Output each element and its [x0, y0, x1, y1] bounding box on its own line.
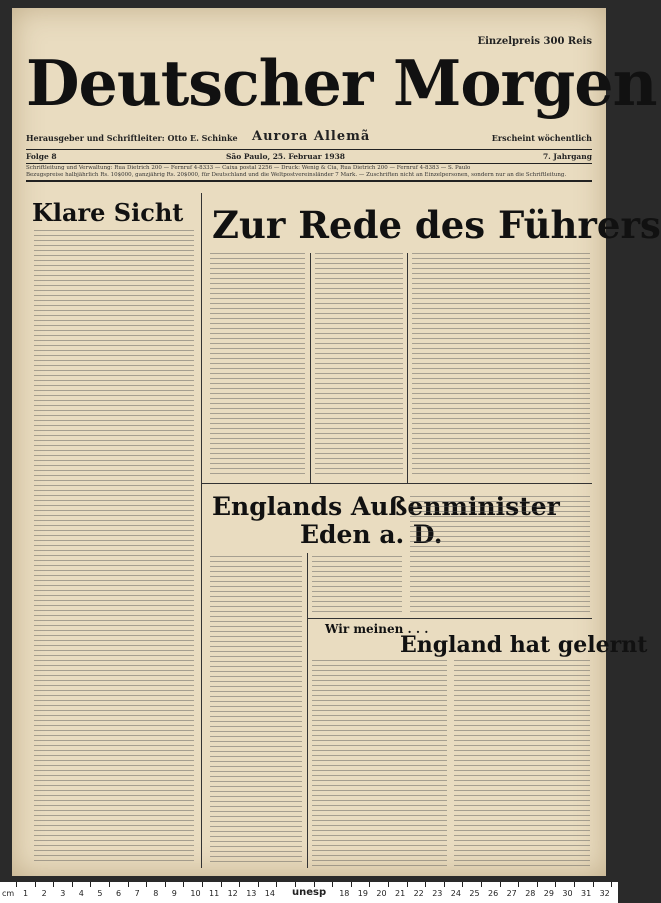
ruler-tick [555, 882, 556, 887]
article-gelernt-text-col1 [312, 660, 447, 866]
newspaper-page [12, 8, 661, 876]
ruler-tick [500, 882, 501, 887]
ruler-number: 25 [469, 889, 480, 898]
ruler-tick [128, 882, 129, 887]
ruler-number: 22 [413, 889, 424, 898]
ruler-tick [407, 882, 408, 887]
ruler-number: 8 [153, 889, 159, 898]
divider [26, 163, 592, 164]
ruler-tick [518, 882, 519, 887]
ruler-number: 13 [246, 889, 257, 898]
ruler-number: 23 [432, 889, 443, 898]
ruler-tick [574, 882, 575, 887]
ruler-tick [202, 882, 203, 887]
ruler-tick [314, 882, 315, 887]
ruler-tick [276, 882, 277, 887]
ruler-tick [16, 882, 17, 887]
frequency-label: Erscheint wöchentlich [491, 133, 592, 143]
ruler-brand: unesp [292, 887, 327, 898]
ruler-tick [109, 882, 110, 887]
headline-rede: Zur Rede des Führers [212, 203, 661, 247]
ruler-number: 1 [23, 889, 29, 898]
column-rule [407, 253, 408, 483]
article-gelernt-text-col2 [454, 660, 590, 866]
ruler-number: 27 [506, 889, 517, 898]
ruler-tick [90, 882, 91, 887]
ruler-number: 10 [190, 889, 201, 898]
masthead-title: Deutscher Morgen [26, 46, 657, 120]
ruler-tick [537, 882, 538, 887]
article-rede-text-col3 [412, 253, 590, 478]
ruler-tick [258, 882, 259, 887]
article-rede-text-col1 [210, 253, 305, 478]
ruler-tick [53, 882, 54, 887]
ruler-number: 9 [171, 889, 177, 898]
ruler-number: 20 [376, 889, 387, 898]
ruler-number: 31 [581, 889, 592, 898]
ruler-number: 24 [450, 889, 461, 898]
headline-klare-sicht: Klare Sicht [32, 198, 184, 227]
headline-eden: Eden a. D. [300, 520, 443, 549]
dateline: São Paulo, 25. Februar 1938 [226, 152, 346, 161]
ruler-tick [444, 882, 445, 887]
section-rule [202, 483, 592, 484]
column-rule [307, 553, 308, 868]
issue-number: Folge 8 [26, 152, 57, 161]
ruler-number: 2 [41, 889, 47, 898]
ruler-number: 29 [543, 889, 554, 898]
ruler-tick [611, 882, 612, 887]
ruler-number: 28 [525, 889, 536, 898]
publisher-label: Herausgeber und Schriftleiter: Otto E. Schinke [26, 133, 238, 143]
year-label: 7. Jahrgang [542, 152, 592, 161]
ruler-number: 12 [227, 889, 238, 898]
ruler-tick [369, 882, 370, 887]
headline-englands: Englands Außenminister [212, 492, 560, 521]
ruler-tick [332, 882, 333, 887]
article-rede-text-col2 [315, 253, 403, 478]
ruler-number: 3 [60, 889, 66, 898]
ruler-tick [239, 882, 240, 887]
article-side-text [410, 496, 590, 614]
ruler-tick [351, 882, 352, 887]
ruler-tick [481, 882, 482, 887]
ruler-number: 11 [209, 889, 220, 898]
ruler-number: 5 [97, 889, 103, 898]
article-klare-sicht-text [34, 230, 194, 865]
publisher-row [26, 131, 592, 147]
article-eden-text-col2 [312, 556, 402, 614]
ruler-number: 30 [562, 889, 573, 898]
fine-print [26, 165, 592, 179]
ruler-tick [165, 882, 166, 887]
headline-gelernt: England hat gelernt [400, 632, 648, 658]
ruler-tick [593, 882, 594, 887]
ruler-tick [462, 882, 463, 887]
ruler-tick [72, 882, 73, 887]
ruler-tick [146, 882, 147, 887]
ruler-number: 4 [78, 889, 84, 898]
ruler-number: 26 [488, 889, 499, 898]
fine-print-line: Bezugspreise halbjährlich Rs. 10$000, ganzjährig Rs. 20$000, für Deutschland und die Weltpostvereinsländer 7 Mark. — Zuschriften nicht an Einzelpersonen, sondern nur an die Schriftleitung. [26, 172, 567, 178]
ruler-tick [221, 882, 222, 887]
ruler-number: 7 [134, 889, 140, 898]
ruler-tick [425, 882, 426, 887]
divider [26, 149, 592, 150]
ruler-number: 19 [357, 889, 368, 898]
ruler-number: 18 [339, 889, 350, 898]
article-eden-text-col1 [210, 556, 302, 866]
ruler-number: 14 [264, 889, 275, 898]
column-rule [201, 193, 202, 868]
ruler-number: 6 [116, 889, 122, 898]
fine-print-line: Schriftleitung und Verwaltung: Rua Dietrich 200 — Fernruf 4-8333 — Caixa postal 2256 — Druck: Wenig & Cia, Rua Dietrich 200 — Fernruf 4-8383 — S. Paulo [26, 165, 471, 171]
subtitle: Aurora Allemã [252, 129, 371, 144]
ruler-tick [183, 882, 184, 887]
scale-ruler [0, 882, 618, 903]
ruler-number: 21 [395, 889, 406, 898]
ruler-unit: cm [2, 889, 15, 898]
column-rule [310, 253, 311, 483]
ruler-tick [295, 882, 296, 887]
headline-wir-meinen: Wir meinen . . . [325, 622, 429, 636]
ruler-tick [388, 882, 389, 887]
ruler-number: 32 [599, 889, 610, 898]
ruler-tick [35, 882, 36, 887]
section-rule [308, 618, 592, 619]
price-label: Einzelpreis 300 Reis [477, 36, 592, 47]
divider [26, 180, 592, 182]
